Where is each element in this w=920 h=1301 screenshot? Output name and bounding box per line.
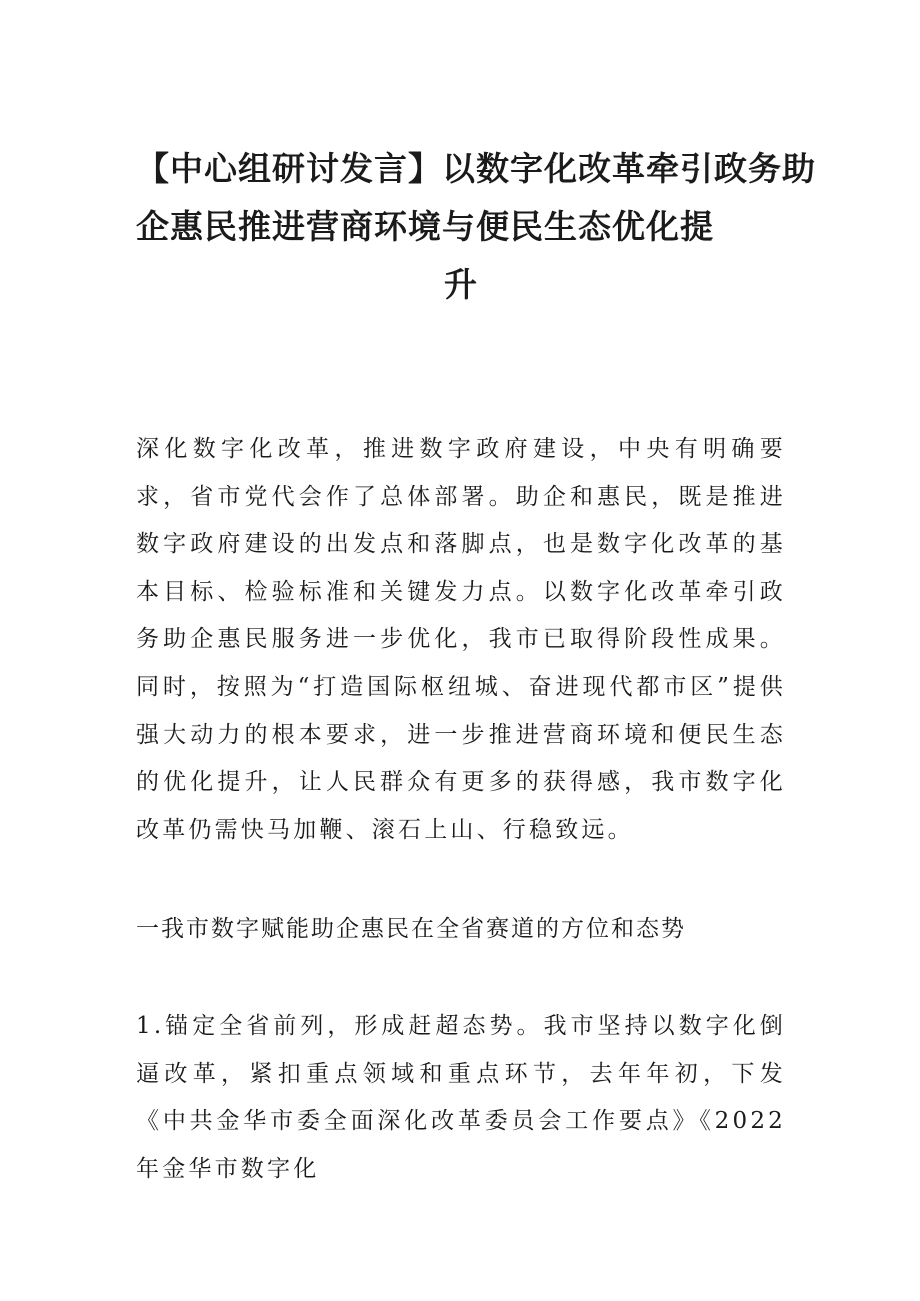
section-heading: 一我市数字赋能助企惠民在全省赛道的方位和态势	[136, 916, 686, 942]
title-line: 企惠民推进营商环境与便民生态优化提	[136, 207, 714, 246]
section-paragraph: 1.锚定全省前列，形成赶超态势。我市坚持以数字化倒逼改革，紧扣重点领域和重点环节，去年年初，下发《中共金华市委全面深化改革委员会工作要点》《2022年金华市数字化	[136, 1013, 786, 1182]
title-line: 升	[444, 265, 478, 304]
title-line: 【中心组研讨发言】以数字化改革牵引政务助	[136, 149, 816, 188]
document-title	[136, 140, 816, 314]
intro-paragraph: 深化数字化改革，推进数字政府建设，中央有明确要求，省市党代会作了总体部署。助企和惠民，既是推进数字政府建设的出发点和落脚点，也是数字化改革的基本目标、检验标准和关键发力点。以数字化改革牵引政务助企惠民服务进一步优化，我市已取得阶段性成果。同时，按照为“打造国际枢纽城、奋进现代都市区”提供强大动力的根本要求，进一步推进营商环境和便民生态的优化提升，让人民群众有更多的获得感，我市数字化改革仍需快马加鞭、滚石上山、行稳致远。	[136, 436, 786, 843]
